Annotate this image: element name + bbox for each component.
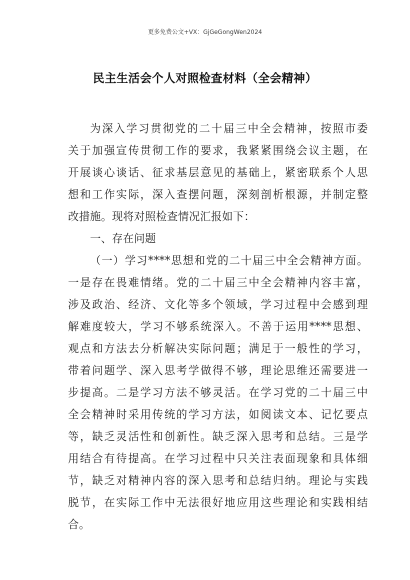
- header-watermark-text: 更多免费公文+VX：GjGeGongWen2024: [147, 29, 263, 36]
- body-line: 脱节，在实际工作中无法很好地应用这些理论和实践相结: [68, 496, 368, 509]
- body-line: 解难度较大，学习不够系统深入。不善于运用****思想、: [68, 320, 368, 333]
- body-line: 开展谈心谈话、征求基层意见的基础上，紧密联系个人思: [68, 166, 368, 179]
- body-line: 节，缺乏对精神内容的深入思考和总结归纳。理论与实践: [68, 474, 368, 487]
- body-line: 带着问题学、深入思考学做得不够，理论思维还需要进一: [68, 364, 368, 377]
- body-line: 想和工作实际，深入查摆问题，深刻剖析根源，并制定整: [68, 188, 368, 201]
- body-line: 合。: [68, 518, 90, 531]
- body-line: （一）学习****思想和党的二十届三中全会精神方面。: [90, 254, 368, 267]
- body-line: 步提高。二是学习方法不够灵活。在学习党的二十届三中: [68, 386, 368, 399]
- body-line: 用结合有待提高。在学习过程中只关注表面现象和具体细: [68, 452, 368, 465]
- body-line: 观点和方法去分析解决实际问题；满足于一般性的学习，: [68, 342, 368, 355]
- section-heading: 一、存在问题: [90, 232, 156, 245]
- document-title: 民主生活会个人对照检查材料（全会精神）: [92, 71, 318, 85]
- body-line: 为深入学习贯彻党的二十届三中全会精神，按照市委: [90, 122, 368, 135]
- body-line: 涉及政治、经济、文化等多个领域，学习过程中会感到理: [68, 298, 368, 311]
- body-line: 全会精神时采用传统的学习方法，如阅读文本、记忆要点: [68, 408, 368, 421]
- body-line: 改措施。现将对照检查情况汇报如下：: [68, 210, 255, 223]
- body-line: 关于加强宣传贯彻工作的要求，我紧紧围绕会议主题，在: [68, 144, 368, 157]
- body-line: 等，缺乏灵活性和创新性。缺乏深入思考和总结。三是学: [68, 430, 368, 443]
- body-line: 一是存在畏难情绪。党的二十届三中全会精神内容丰富，: [68, 276, 368, 289]
